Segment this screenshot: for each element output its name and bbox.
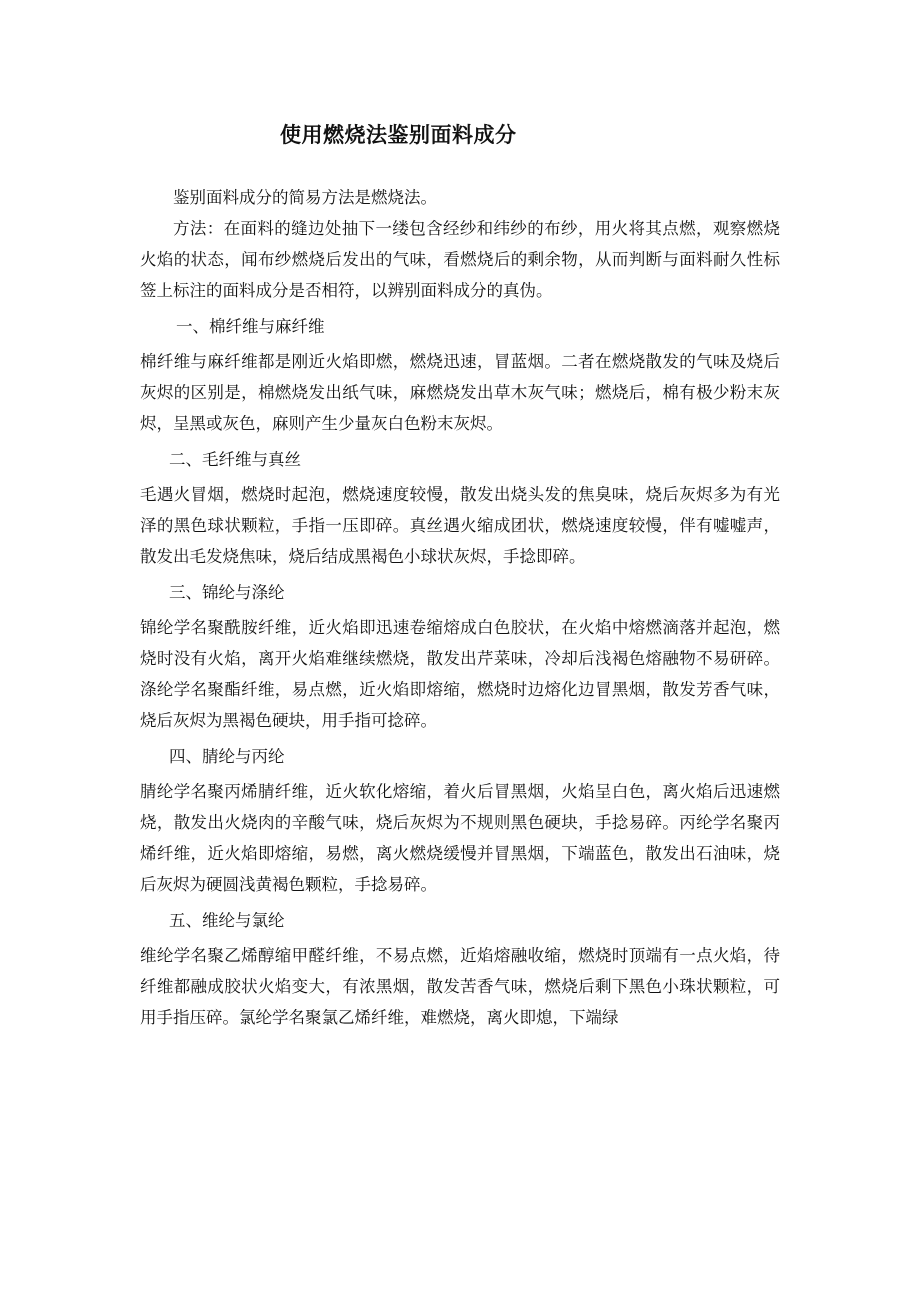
section-body: 维纶学名聚乙烯醇缩甲醛纤维，不易点燃，近焰熔融收缩，燃烧时顶端有一点火焰，待纤维都融成胶状火焰变大，有浓黑烟，散发苦香气味，燃烧后剩下黑色小珠状颗粒，可用手指压碎。氯纶学名聚氯乙烯纤维，难燃烧，离火即熄，下端绿 bbox=[140, 946, 780, 1027]
section-body: 棉纤维与麻纤维都是刚近火焰即燃，燃烧迅速，冒蓝烟。二者在燃烧散发的气味及烧后灰烬的区别是，棉燃烧发出纸气味，麻燃烧发出草木灰气味；燃烧后，棉有极少粉末灰烬，呈黑或灰色，麻则产生少量灰白色粉末灰烬。 bbox=[140, 352, 780, 433]
intro-paragraph: 鉴别面料成分的简易方法是燃烧法。 bbox=[173, 188, 437, 207]
section-heading: 四、腈纶与丙纶 bbox=[169, 747, 285, 766]
section-heading: 三、锦纶与涤纶 bbox=[169, 583, 285, 602]
section-body: 毛遇火冒烟，燃烧时起泡，燃烧速度较慢，散发出烧头发的焦臭味，烧后灰烬多为有光泽的黑色球状颗粒，手指一压即碎。真丝遇火缩成团状，燃烧速度较慢，伴有嘘嘘声，散发出毛发烧焦味，烧后结成黑褐色小球状灰烬，手捻即碎。 bbox=[140, 485, 780, 566]
section-heading: 一、棉纤维与麻纤维 bbox=[176, 317, 325, 336]
section-heading: 五、维纶与氯纶 bbox=[169, 911, 285, 930]
section-nylon-polyester bbox=[140, 577, 780, 736]
section-body: 腈纶学名聚丙烯腈纤维，近火软化熔缩，着火后冒黑烟，火焰呈白色，离火焰后迅速燃烧，散发出火烧肉的辛酸气味，烧后灰烬为不规则黑色硬块，手捻易碎。丙纶学名聚丙烯纤维，近火焰即熔缩，易燃，离火燃烧缓慢并冒黑烟，下端蓝色，散发出石油味，烧后灰烬为硬圆浅黄褐色颗粒，手捻易碎。 bbox=[140, 782, 780, 894]
section-body: 锦纶学名聚酰胺纤维，近火焰即迅速卷缩熔成白色胶状，在火焰中熔燃滴落并起泡，燃烧时没有火焰，离开火焰难继续燃烧，散发出芹菜味，冷却后浅褐色熔融物不易研碎。涤纶学名聚酯纤维，易点燃，近火焰即熔缩，燃烧时边熔化边冒黑烟，散发芳香气味，烧后灰烬为黑褐色硬块，用手指可捻碎。 bbox=[140, 618, 780, 730]
document-title: 使用燃烧法鉴别面料成分 bbox=[280, 123, 517, 147]
section-cotton-linen bbox=[140, 311, 780, 439]
section-vinylon-chlorofiber bbox=[140, 905, 780, 1033]
section-acrylic-polypropylene bbox=[140, 741, 780, 900]
document-page bbox=[140, 110, 780, 1033]
section-wool-silk bbox=[140, 444, 780, 572]
section-heading: 二、毛纤维与真丝 bbox=[169, 450, 301, 469]
method-paragraph: 方法：在面料的缝边处抽下一缕包含经纱和纬纱的布纱，用火将其点燃，观察燃烧火焰的状态，闻布纱燃烧后发出的气味，看燃烧后的剩余物，从而判断与面料耐久性标签上标注的面料成分是否相符，以辨别面料成分的真伪。 bbox=[140, 219, 780, 300]
title-spacer bbox=[140, 160, 780, 182]
